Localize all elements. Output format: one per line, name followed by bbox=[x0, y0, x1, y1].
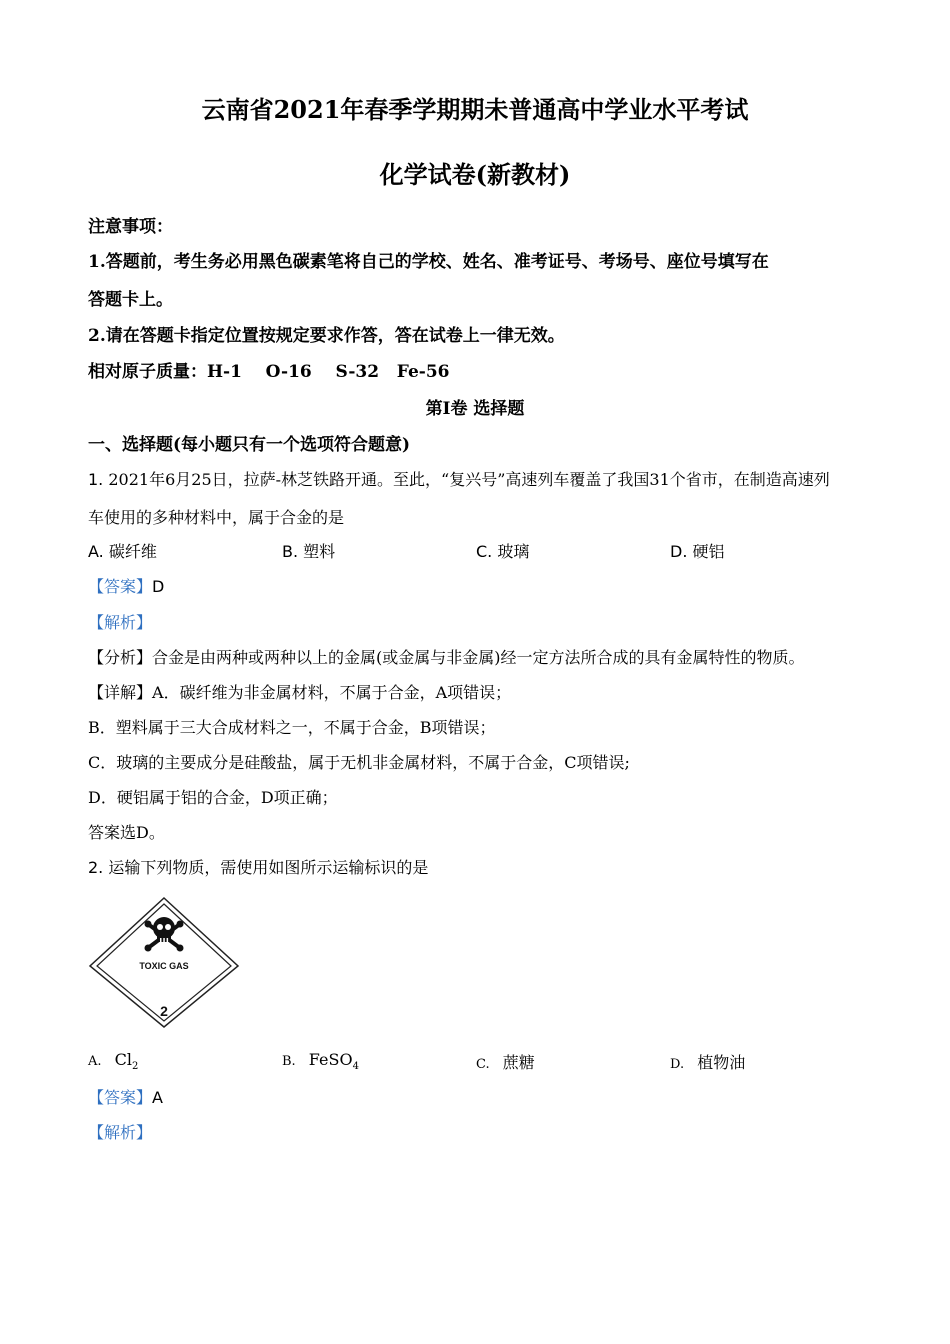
q2-number: 2. bbox=[88, 858, 104, 877]
q2-answer: A bbox=[152, 1088, 163, 1107]
q1-detail-c: C．玻璃的主要成分是硅酸盐，属于无机非金属材料，不属于合金，C项错误; bbox=[88, 753, 630, 772]
q2-analysis-tag: 【解析】 bbox=[88, 1123, 153, 1142]
q1-fenxi: 合金是由两种或两种以上的金属(或金属与非金属)经一定方法所合成的具有金属特性的物质。 bbox=[152, 648, 805, 667]
q2-stem-line bbox=[88, 855, 428, 878]
q1-number: 1. bbox=[88, 470, 104, 489]
q1-analysis-tag: 【解析】 bbox=[88, 613, 153, 632]
q2-answer-line bbox=[88, 1085, 163, 1108]
q1-xiangjie-line bbox=[88, 680, 511, 703]
q1-detail-b: B．塑料属于三大合成材料之一，不属于合金，B项错误； bbox=[88, 718, 496, 737]
q1-stem-line-1 bbox=[88, 467, 830, 490]
notice-heading: 注意事项： bbox=[88, 217, 173, 237]
q1-fenxi-line bbox=[88, 645, 805, 668]
volume-title: 第Ⅰ卷 选择题 bbox=[425, 399, 525, 419]
toxic-gas-placard bbox=[88, 896, 240, 1028]
q2-option-d: D. 植物油 bbox=[670, 1053, 746, 1072]
exam-title: 云南省2021年春季学期期未普通高中学业水平考试 bbox=[201, 95, 749, 124]
q1-conclusion: 答案选D。 bbox=[88, 823, 165, 842]
part-title: 一、选择题(每小题只有一个选项符合题意) bbox=[88, 435, 411, 455]
q1-option-b: B. 塑料 bbox=[282, 542, 336, 561]
q1-answer-tag: 【答案】 bbox=[88, 577, 153, 596]
q2-stem: 运输下列物质，需使用如图所示运输标识的是 bbox=[108, 858, 429, 877]
notice-item-2: 2.请在答题卡指定位置按规定要求作答，答在试卷上一律无效。 bbox=[88, 326, 565, 346]
atomic-mass-line: 相对原子质量：H-1 O-16 S-32 Fe-56 bbox=[88, 362, 450, 382]
exam-subtitle: 化学试卷(新教材) bbox=[379, 160, 571, 189]
q2-option-a: A. $Cl_2$ bbox=[88, 1050, 139, 1073]
q1-option-a: A. 碳纤维 bbox=[88, 542, 157, 561]
q2-option-c: C. 蔗糖 bbox=[476, 1053, 535, 1072]
q1-detail-a: A．碳纤维为非金属材料，不属于合金，A项错误； bbox=[152, 683, 512, 702]
q1-detail-d: D．硬铝属于铝的合金，D项正确； bbox=[88, 788, 338, 807]
q1-answer-line bbox=[88, 574, 164, 597]
q1-option-c: C. 玻璃 bbox=[476, 542, 530, 561]
q1-fenxi-tag: 【分析】 bbox=[88, 648, 153, 667]
q1-stem-line-2: 车使用的多种材料中，属于合金的是 bbox=[88, 508, 345, 527]
notice-item-1: 1.答题前，考生务必用黑色碳素笔将自己的学校、姓名、准考证号、考场号、座位号填写在 bbox=[88, 252, 769, 272]
placard-label: TOXIC GAS bbox=[139, 961, 189, 971]
q1-option-d: D. 硬铝 bbox=[670, 542, 725, 561]
notice-item-1-cont: 答题卡上。 bbox=[88, 290, 173, 310]
q2-answer-tag: 【答案】 bbox=[88, 1088, 153, 1107]
placard-class-number: 2 bbox=[160, 1003, 168, 1019]
q1-answer: D bbox=[152, 577, 165, 596]
q2-option-b: B. FeSO$_4$ bbox=[282, 1050, 359, 1073]
q1-xiangjie-tag: 【详解】 bbox=[88, 683, 153, 702]
placard-graphic bbox=[88, 896, 240, 1028]
q1-stem: 2021年6月25日，拉萨-林芝铁路开通。至此，“复兴号”高速列车覆盖了我国31个省市，在制造高速列 bbox=[108, 470, 830, 489]
